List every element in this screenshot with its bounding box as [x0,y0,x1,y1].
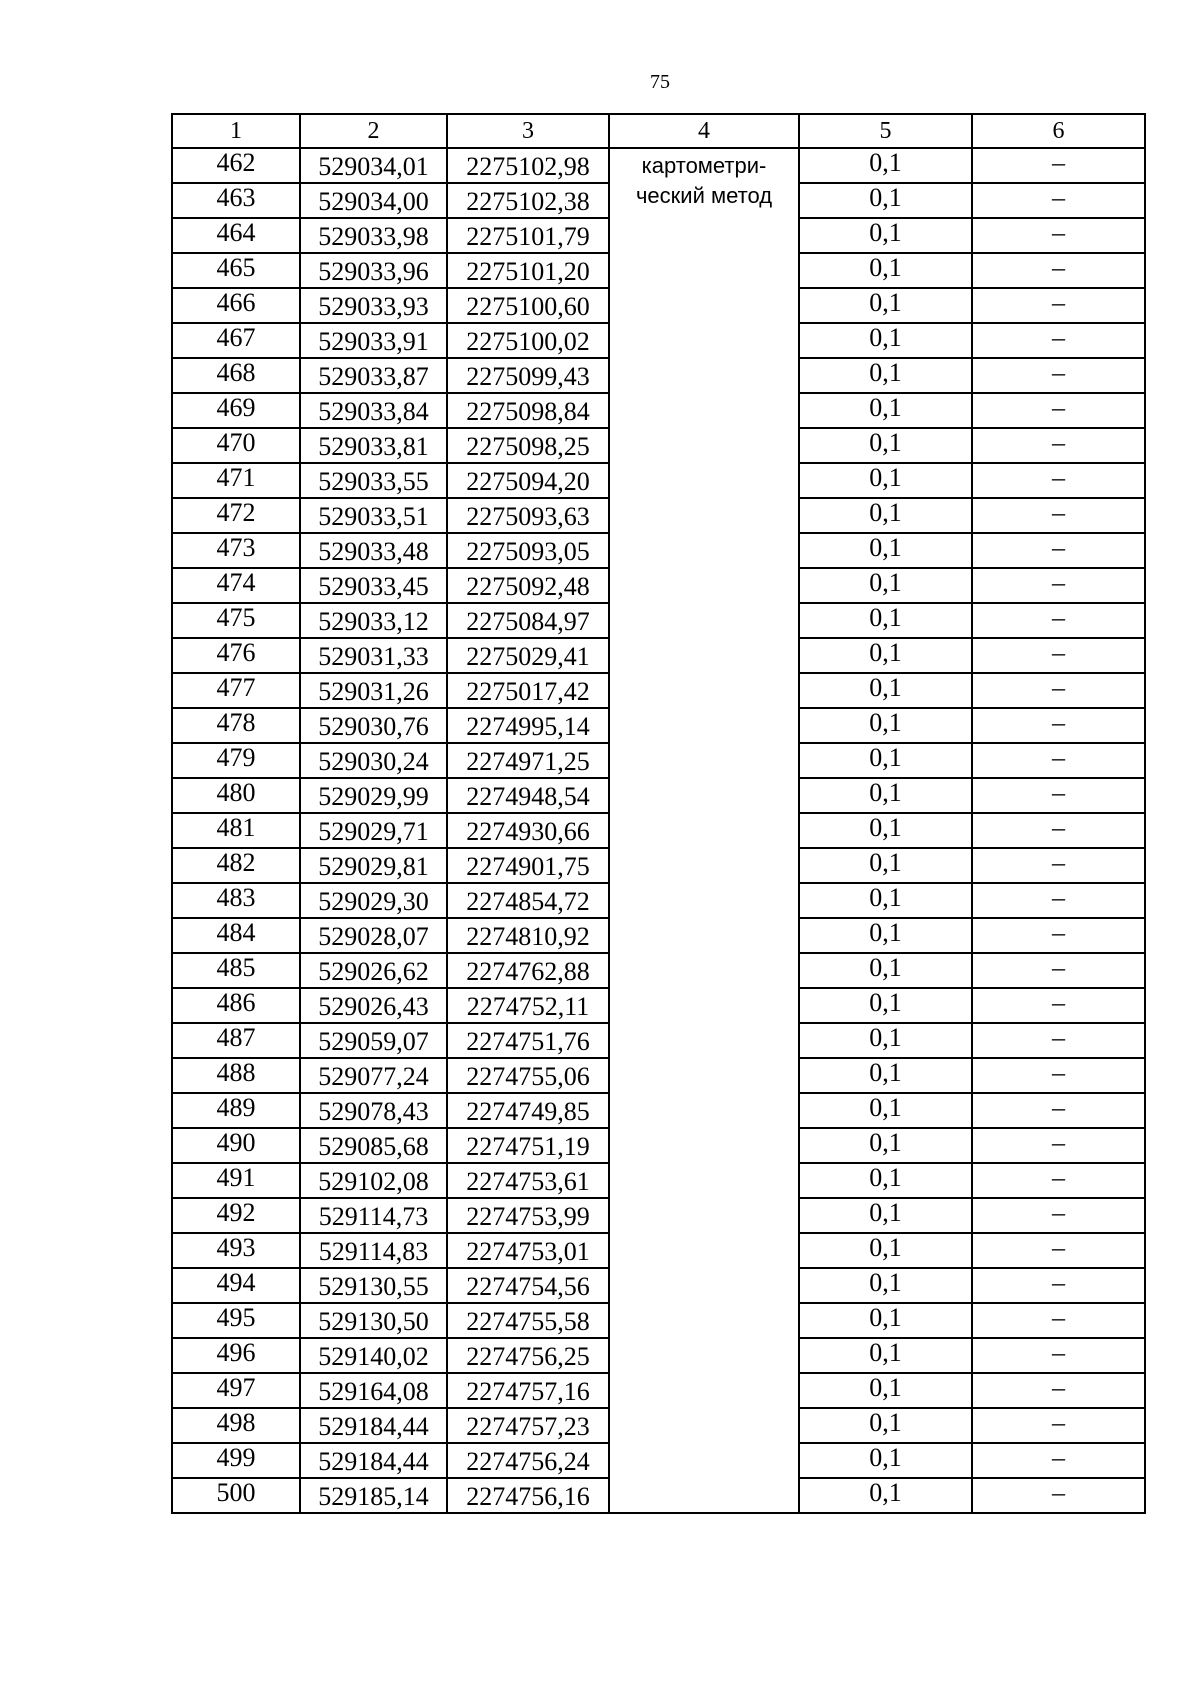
x-coordinate-cell: 529033,87 [300,358,447,393]
accuracy-cell: 0,1 [799,813,972,848]
point-number-cell: 500 [172,1478,300,1513]
note-cell: – [972,1093,1145,1128]
y-coordinate-cell: 2274930,66 [447,813,609,848]
note-cell: – [972,393,1145,428]
x-coordinate-cell: 529033,96 [300,253,447,288]
accuracy-cell: 0,1 [799,148,972,183]
note-cell: – [972,533,1145,568]
note-cell: – [972,988,1145,1023]
y-coordinate-cell: 2275101,20 [447,253,609,288]
x-coordinate-cell: 529033,12 [300,603,447,638]
point-number-cell: 471 [172,463,300,498]
accuracy-cell: 0,1 [799,1163,972,1198]
coordinates-table [171,113,1146,1514]
header-cell: 1 [172,114,300,148]
note-cell: – [972,148,1145,183]
note-cell: – [972,323,1145,358]
y-coordinate-cell: 2275093,63 [447,498,609,533]
note-cell: – [972,1408,1145,1443]
point-number-cell: 484 [172,918,300,953]
accuracy-cell: 0,1 [799,743,972,778]
x-coordinate-cell: 529033,93 [300,288,447,323]
point-number-cell: 473 [172,533,300,568]
accuracy-cell: 0,1 [799,1198,972,1233]
y-coordinate-cell: 2274753,61 [447,1163,609,1198]
note-cell: – [972,1023,1145,1058]
note-cell: – [972,603,1145,638]
y-coordinate-cell: 2274756,24 [447,1443,609,1478]
note-cell: – [972,183,1145,218]
note-cell: – [972,253,1145,288]
y-coordinate-cell: 2275102,98 [447,148,609,183]
accuracy-cell: 0,1 [799,1023,972,1058]
point-number-cell: 496 [172,1338,300,1373]
note-cell: – [972,463,1145,498]
x-coordinate-cell: 529026,62 [300,953,447,988]
note-cell: – [972,218,1145,253]
note-cell: – [972,1128,1145,1163]
x-coordinate-cell: 529114,83 [300,1233,447,1268]
y-coordinate-cell: 2274752,11 [447,988,609,1023]
accuracy-cell: 0,1 [799,1093,972,1128]
point-number-cell: 479 [172,743,300,778]
x-coordinate-cell: 529033,55 [300,463,447,498]
accuracy-cell: 0,1 [799,883,972,918]
point-number-cell: 489 [172,1093,300,1128]
x-coordinate-cell: 529184,44 [300,1408,447,1443]
y-coordinate-cell: 2275084,97 [447,603,609,638]
x-coordinate-cell: 529029,71 [300,813,447,848]
note-cell: – [972,288,1145,323]
x-coordinate-cell: 529026,43 [300,988,447,1023]
x-coordinate-cell: 529130,50 [300,1303,447,1338]
note-cell: – [972,1163,1145,1198]
point-number-cell: 490 [172,1128,300,1163]
y-coordinate-cell: 2274810,92 [447,918,609,953]
point-number-cell: 495 [172,1303,300,1338]
y-coordinate-cell: 2275099,43 [447,358,609,393]
y-coordinate-cell: 2274756,25 [447,1338,609,1373]
note-cell: – [972,638,1145,673]
y-coordinate-cell: 2275029,41 [447,638,609,673]
y-coordinate-cell: 2274762,88 [447,953,609,988]
accuracy-cell: 0,1 [799,183,972,218]
note-cell: – [972,1303,1145,1338]
accuracy-cell: 0,1 [799,603,972,638]
x-coordinate-cell: 529028,07 [300,918,447,953]
accuracy-cell: 0,1 [799,323,972,358]
x-coordinate-cell: 529029,30 [300,883,447,918]
accuracy-cell: 0,1 [799,1128,972,1163]
point-number-cell: 464 [172,218,300,253]
y-coordinate-cell: 2275092,48 [447,568,609,603]
x-coordinate-cell: 529033,91 [300,323,447,358]
x-coordinate-cell: 529030,24 [300,743,447,778]
y-coordinate-cell: 2274753,01 [447,1233,609,1268]
accuracy-cell: 0,1 [799,1058,972,1093]
x-coordinate-cell: 529059,07 [300,1023,447,1058]
accuracy-cell: 0,1 [799,358,972,393]
accuracy-cell: 0,1 [799,708,972,743]
point-number-cell: 463 [172,183,300,218]
x-coordinate-cell: 529029,81 [300,848,447,883]
y-coordinate-cell: 2274901,75 [447,848,609,883]
x-coordinate-cell: 529030,76 [300,708,447,743]
y-coordinate-cell: 2275093,05 [447,533,609,568]
note-cell: – [972,1338,1145,1373]
header-cell: 2 [300,114,447,148]
note-cell: – [972,1478,1145,1513]
y-coordinate-cell: 2275100,60 [447,288,609,323]
point-number-cell: 462 [172,148,300,183]
y-coordinate-cell: 2274757,23 [447,1408,609,1443]
accuracy-cell: 0,1 [799,253,972,288]
x-coordinate-cell: 529033,81 [300,428,447,463]
x-coordinate-cell: 529185,14 [300,1478,447,1513]
accuracy-cell: 0,1 [799,498,972,533]
x-coordinate-cell: 529033,84 [300,393,447,428]
header-cell: 3 [447,114,609,148]
y-coordinate-cell: 2274754,56 [447,1268,609,1303]
accuracy-cell: 0,1 [799,778,972,813]
page-number: 75 [650,71,670,93]
note-cell: – [972,918,1145,953]
x-coordinate-cell: 529033,51 [300,498,447,533]
accuracy-cell: 0,1 [799,1233,972,1268]
point-number-cell: 480 [172,778,300,813]
note-cell: – [972,1443,1145,1478]
y-coordinate-cell: 2274751,76 [447,1023,609,1058]
x-coordinate-cell: 529085,68 [300,1128,447,1163]
accuracy-cell: 0,1 [799,673,972,708]
point-number-cell: 485 [172,953,300,988]
accuracy-cell: 0,1 [799,988,972,1023]
note-cell: – [972,1373,1145,1408]
point-number-cell: 474 [172,568,300,603]
point-number-cell: 478 [172,708,300,743]
point-number-cell: 481 [172,813,300,848]
note-cell: – [972,1268,1145,1303]
accuracy-cell: 0,1 [799,1268,972,1303]
accuracy-cell: 0,1 [799,393,972,428]
accuracy-cell: 0,1 [799,1338,972,1373]
point-number-cell: 468 [172,358,300,393]
note-cell: – [972,498,1145,533]
accuracy-cell: 0,1 [799,1478,972,1513]
point-number-cell: 472 [172,498,300,533]
accuracy-cell: 0,1 [799,463,972,498]
x-coordinate-cell: 529114,73 [300,1198,447,1233]
y-coordinate-cell: 2274757,16 [447,1373,609,1408]
point-number-cell: 492 [172,1198,300,1233]
note-cell: – [972,813,1145,848]
x-coordinate-cell: 529140,02 [300,1338,447,1373]
note-cell: – [972,743,1145,778]
header-cell: 6 [972,114,1145,148]
note-cell: – [972,778,1145,813]
y-coordinate-cell: 2274755,58 [447,1303,609,1338]
point-number-cell: 488 [172,1058,300,1093]
y-coordinate-cell: 2275102,38 [447,183,609,218]
point-number-cell: 476 [172,638,300,673]
x-coordinate-cell: 529031,33 [300,638,447,673]
point-number-cell: 466 [172,288,300,323]
y-coordinate-cell: 2275017,42 [447,673,609,708]
y-coordinate-cell: 2274948,54 [447,778,609,813]
point-number-cell: 498 [172,1408,300,1443]
y-coordinate-cell: 2274995,14 [447,708,609,743]
x-coordinate-cell: 529029,99 [300,778,447,813]
point-number-cell: 465 [172,253,300,288]
note-cell: – [972,358,1145,393]
table-body [172,114,1145,1513]
y-coordinate-cell: 2275100,02 [447,323,609,358]
x-coordinate-cell: 529164,08 [300,1373,447,1408]
x-coordinate-cell: 529034,01 [300,148,447,183]
point-number-cell: 470 [172,428,300,463]
point-number-cell: 467 [172,323,300,358]
note-cell: – [972,848,1145,883]
x-coordinate-cell: 529031,26 [300,673,447,708]
accuracy-cell: 0,1 [799,1408,972,1443]
point-number-cell: 487 [172,1023,300,1058]
y-coordinate-cell: 2275098,84 [447,393,609,428]
point-number-cell: 482 [172,848,300,883]
point-number-cell: 486 [172,988,300,1023]
x-coordinate-cell: 529033,48 [300,533,447,568]
y-coordinate-cell: 2274854,72 [447,883,609,918]
x-coordinate-cell: 529034,00 [300,183,447,218]
accuracy-cell: 0,1 [799,1443,972,1478]
accuracy-cell: 0,1 [799,1373,972,1408]
x-coordinate-cell: 529078,43 [300,1093,447,1128]
accuracy-cell: 0,1 [799,953,972,988]
table-header-row [172,114,1145,148]
y-coordinate-cell: 2274751,19 [447,1128,609,1163]
point-number-cell: 491 [172,1163,300,1198]
accuracy-cell: 0,1 [799,428,972,463]
point-number-cell: 493 [172,1233,300,1268]
accuracy-cell: 0,1 [799,918,972,953]
accuracy-cell: 0,1 [799,533,972,568]
note-cell: – [972,1058,1145,1093]
x-coordinate-cell: 529130,55 [300,1268,447,1303]
note-cell: – [972,883,1145,918]
header-cell: 5 [799,114,972,148]
x-coordinate-cell: 529033,98 [300,218,447,253]
y-coordinate-cell: 2274756,16 [447,1478,609,1513]
note-cell: – [972,1198,1145,1233]
point-number-cell: 497 [172,1373,300,1408]
x-coordinate-cell: 529077,24 [300,1058,447,1093]
point-number-cell: 477 [172,673,300,708]
table-row [172,148,1145,183]
y-coordinate-cell: 2275094,20 [447,463,609,498]
accuracy-cell: 0,1 [799,218,972,253]
y-coordinate-cell: 2274755,06 [447,1058,609,1093]
point-number-cell: 475 [172,603,300,638]
x-coordinate-cell: 529033,45 [300,568,447,603]
note-cell: – [972,568,1145,603]
y-coordinate-cell: 2274749,85 [447,1093,609,1128]
point-number-cell: 499 [172,1443,300,1478]
accuracy-cell: 0,1 [799,288,972,323]
note-cell: – [972,708,1145,743]
point-number-cell: 483 [172,883,300,918]
accuracy-cell: 0,1 [799,1303,972,1338]
accuracy-cell: 0,1 [799,568,972,603]
y-coordinate-cell: 2274753,99 [447,1198,609,1233]
note-cell: – [972,673,1145,708]
accuracy-cell: 0,1 [799,638,972,673]
y-coordinate-cell: 2275101,79 [447,218,609,253]
header-cell: 4 [609,114,799,148]
x-coordinate-cell: 529184,44 [300,1443,447,1478]
point-number-cell: 469 [172,393,300,428]
point-number-cell: 494 [172,1268,300,1303]
y-coordinate-cell: 2274971,25 [447,743,609,778]
note-cell: – [972,953,1145,988]
y-coordinate-cell: 2275098,25 [447,428,609,463]
method-cell: картометри-ческий метод [609,148,799,1513]
x-coordinate-cell: 529102,08 [300,1163,447,1198]
accuracy-cell: 0,1 [799,848,972,883]
note-cell: – [972,1233,1145,1268]
note-cell: – [972,428,1145,463]
